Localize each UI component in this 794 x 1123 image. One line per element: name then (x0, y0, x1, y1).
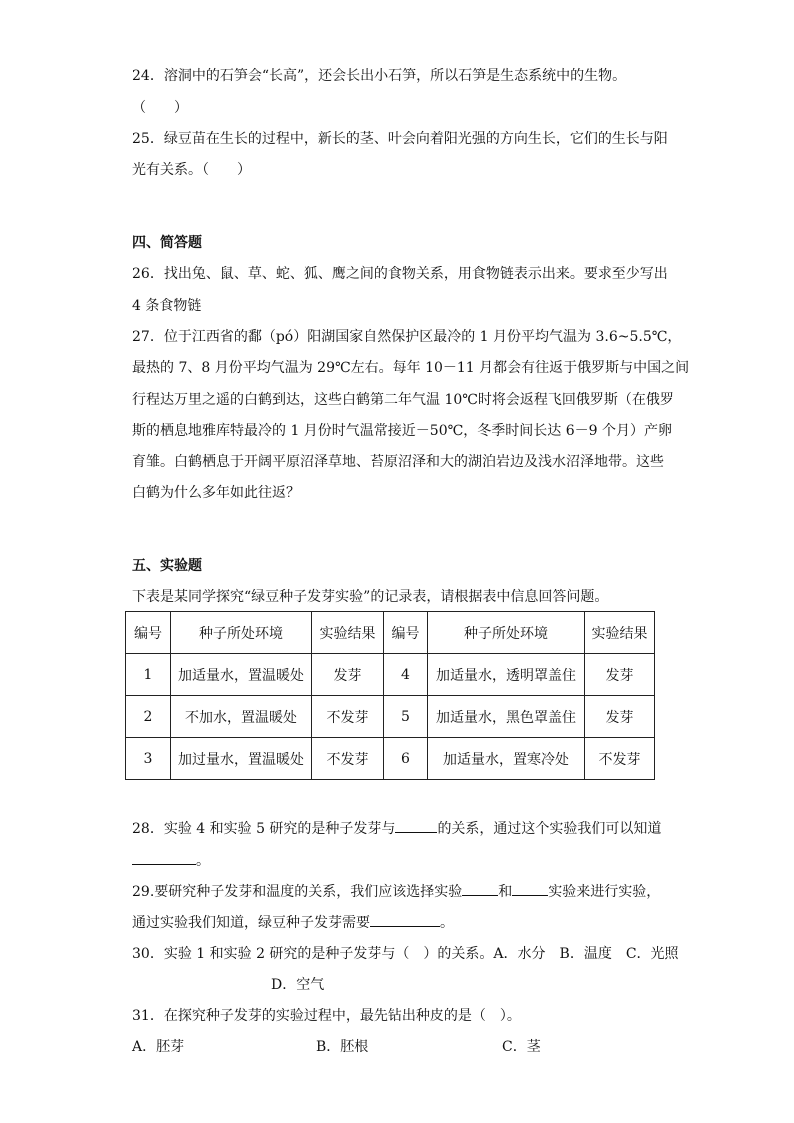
question-31-option-b: B．胚根 (316, 1039, 369, 1055)
table-header-cell: 实验结果 (585, 612, 655, 654)
question-31-option-c: C．茎 (502, 1039, 541, 1055)
section-5-title: 五、实验题 (132, 558, 202, 574)
question-27-line-6: 白鹤为什么多年如此往返？ (132, 485, 300, 501)
question-28-text-b: 的关系，通过这个实验我们可以知道 (437, 821, 662, 837)
table-cell: 不加水，置温暖处 (171, 696, 312, 738)
question-27-line-5: 育雏。白鹤栖息于开阔平原沼泽草地、苔原沼泽和大的湖泊岩边及浅水沼泽地带。这些 (132, 454, 664, 470)
question-29-text-c: 实验来进行实验， (548, 884, 661, 900)
table-cell: 加过量水，置温暖处 (171, 738, 312, 780)
question-27-line-2: 最热的 7、8 月份平均气温为 29℃左右。每年 10－11 月都会有往返于俄罗斯与中国之间 (132, 360, 690, 376)
question-29-text-a: 29.要研究种子发芽和温度的关系，我们应该选择实验 (132, 884, 463, 900)
table-header-cell: 编号 (126, 612, 171, 654)
question-28-text-a: 28．实验 4 和实验 5 研究的是种子发芽与 (132, 821, 396, 837)
table-cell: 加适量水，置温暖处 (171, 654, 312, 696)
question-29-line-2 (132, 912, 454, 933)
table-cell: 发芽 (585, 696, 655, 738)
table-cell: 2 (126, 696, 171, 738)
table-cell: 发芽 (585, 654, 655, 696)
table-cell: 4 (384, 654, 428, 696)
table-header-cell: 种子所处环境 (428, 612, 585, 654)
section-4-title: 四、简答题 (132, 235, 202, 251)
question-28-line-2 (132, 850, 210, 871)
question-29-blank-2[interactable] (512, 881, 548, 896)
question-29-line-1 (132, 881, 660, 902)
question-28-line-1 (132, 818, 661, 839)
question-31-line-1: 31．在探究种子发芽的实验过程中，最先钻出种皮的是（ ）。 (132, 1008, 521, 1024)
question-29-text-d: 通过实验我们知道，绿豆种子发芽需要 (132, 915, 370, 931)
table-cell: 发芽 (312, 654, 384, 696)
question-28-blank-2[interactable] (132, 850, 196, 865)
question-27-line-4: 斯的栖息地雅库特最冷的 1 月份时气温常接近－50℃，冬季时间长达 6－9 个月）产卵 (132, 423, 672, 439)
question-26-line-2: 4 条食物链 (132, 298, 202, 314)
table-cell: 不发芽 (312, 738, 384, 780)
table-cell: 不发芽 (312, 696, 384, 738)
question-25-line-2: 光有关系。（ ） (132, 162, 251, 178)
question-28-end: 。 (196, 853, 210, 869)
table-header-cell: 种子所处环境 (171, 612, 312, 654)
question-24-answer-parentheses: （ ） (132, 100, 188, 116)
table-cell: 5 (384, 696, 428, 738)
table-cell: 不发芽 (585, 738, 655, 780)
table-header-cell: 实验结果 (312, 612, 384, 654)
question-30-line-1: 30．实验 1 和实验 2 研究的是种子发芽与（ ）的关系。A．水分 B．温度 C．光照 (132, 946, 679, 962)
table-cell: 1 (126, 654, 171, 696)
experiment-record-table (125, 611, 655, 780)
table-header-cell: 编号 (384, 612, 428, 654)
question-29-blank-1[interactable] (462, 881, 498, 896)
table-cell: 加适量水，置寒冷处 (428, 738, 585, 780)
question-31-option-a: A．胚芽 (132, 1039, 185, 1055)
question-27-line-3: 行程达万里之遥的白鹤到达，这些白鹤第二年气温 10℃时将会返程飞回俄罗斯（在俄罗 (132, 392, 674, 408)
table-cell: 加适量水，黑色罩盖住 (428, 696, 585, 738)
question-30-option-d: D．空气 (271, 977, 325, 993)
table-cell: 6 (384, 738, 428, 780)
question-29-blank-3[interactable] (370, 912, 440, 927)
table-header-row (126, 612, 655, 654)
table-row (126, 696, 655, 738)
table-row (126, 738, 655, 780)
question-25-line-1: 25．绿豆苗在生长的过程中，新长的茎、叶会向着阳光强的方向生长，它们的生长与阳 (132, 131, 668, 147)
question-27-line-1: 27．位于江西省的鄱（pó）阳湖国家自然保护区最冷的 1 月份平均气温为 3.6~5.5℃， (132, 329, 682, 345)
question-28-blank-1[interactable] (395, 818, 437, 833)
table-cell: 3 (126, 738, 171, 780)
table-cell: 加适量水，透明罩盖住 (428, 654, 585, 696)
question-29-end: 。 (440, 915, 454, 931)
question-24-line-1: 24．溶洞中的石笋会“长高”，还会长出小石笋，所以石笋是生态系统中的生物。 (132, 68, 627, 84)
question-26-line-1: 26．找出兔、鼠、草、蛇、狐、鹰之间的食物关系，用食物链表示出来。要求至少写出 (132, 266, 668, 282)
question-29-text-b: 和 (498, 884, 513, 900)
table-row (126, 654, 655, 696)
experiment-intro: 下表是某同学探究“绿豆种子发芽实验”的记录表，请根据表中信息回答问题。 (132, 589, 609, 605)
